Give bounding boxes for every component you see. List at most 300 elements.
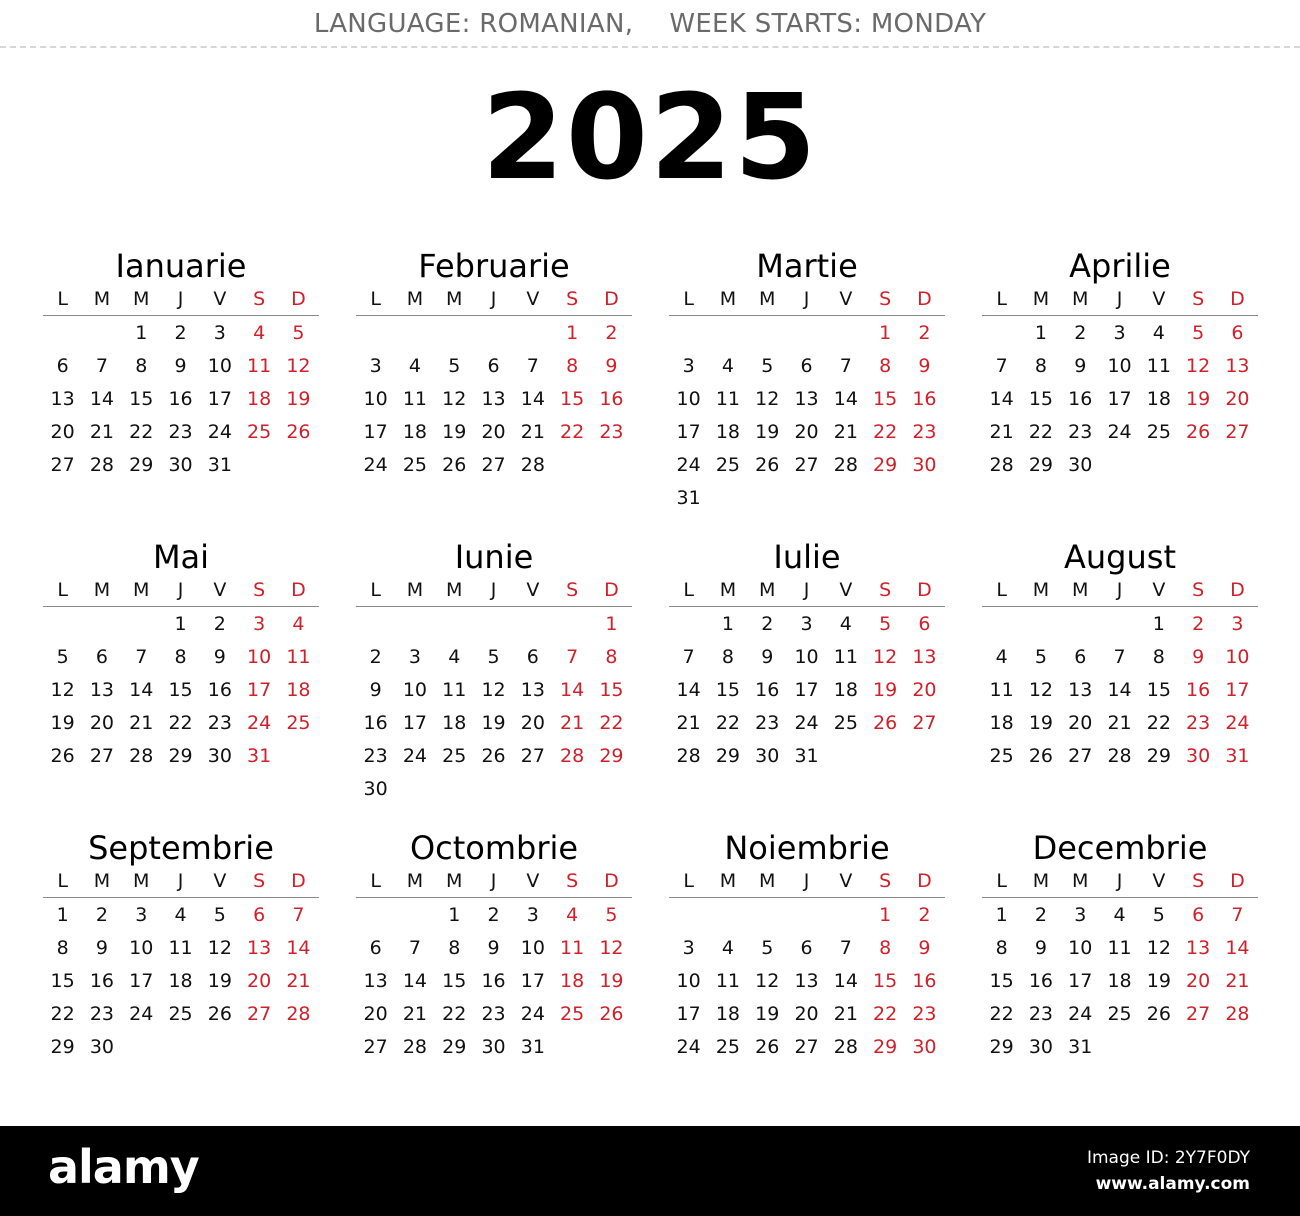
day-cell: 11 — [715, 388, 741, 410]
day-cell: 19 — [286, 388, 311, 410]
month-name: Octombrie — [409, 829, 579, 867]
day-cell: 1 — [1034, 322, 1047, 344]
day-cell: 8 — [174, 646, 187, 668]
weekday-label: D — [1230, 288, 1245, 310]
weekday-header — [669, 575, 945, 607]
empty-cell — [982, 317, 1021, 350]
day-cell: 27 — [1068, 745, 1093, 767]
day-cell: 28 — [833, 454, 858, 476]
day-cell: 14 — [129, 679, 154, 701]
day-cell: 2 — [1074, 322, 1087, 344]
day-cell: 21 — [989, 421, 1014, 443]
day-cell: 17 — [676, 1003, 701, 1025]
day-cell: 10 — [676, 388, 701, 410]
empty-cell — [395, 317, 434, 350]
weekday-label: V — [213, 579, 227, 601]
day-cell: 12 — [286, 355, 311, 377]
day-cell: 25 — [247, 421, 272, 443]
day-cell: 12 — [755, 970, 780, 992]
day-cell: 16 — [89, 970, 115, 992]
day-cell: 28 — [989, 454, 1014, 476]
day-cell: 2 — [213, 613, 226, 635]
day-cell: 27 — [520, 745, 545, 767]
empty-cell — [826, 899, 865, 932]
day-cell: 16 — [1068, 388, 1093, 410]
day-cell: 24 — [247, 712, 272, 734]
day-cell: 23 — [168, 421, 193, 443]
weekday-label: D — [917, 579, 932, 601]
day-cell: 29 — [168, 745, 193, 767]
weekday-label: S — [566, 870, 579, 892]
day-cell: 11 — [247, 355, 272, 377]
day-cell: 9 — [95, 937, 108, 959]
day-cell: 18 — [715, 421, 741, 443]
day-cell: 25 — [715, 1036, 741, 1058]
weekday-label: D — [917, 288, 932, 310]
day-cell: 29 — [873, 1036, 898, 1058]
day-cell: 26 — [1186, 421, 1211, 443]
day-cell: 5 — [761, 937, 774, 959]
day-cell: 17 — [402, 712, 428, 734]
day-cell: 7 — [682, 646, 695, 668]
day-cell: 19 — [599, 970, 624, 992]
weekday-label: S — [1192, 579, 1205, 601]
day-cell: 24 — [1068, 1003, 1093, 1025]
day-cell: 18 — [286, 679, 311, 701]
day-cell: 4 — [995, 646, 1008, 668]
day-cell: 29 — [50, 1036, 75, 1058]
day-cell: 6 — [487, 355, 500, 377]
day-cell: 3 — [1113, 322, 1126, 344]
day-cell: 3 — [135, 904, 148, 926]
empty-cell — [708, 317, 747, 350]
day-cell: 16 — [481, 970, 506, 992]
day-cell: 6 — [1231, 322, 1244, 344]
day-cell: 25 — [989, 745, 1014, 767]
day-cell: 14 — [989, 388, 1014, 410]
day-cell: 30 — [1028, 1036, 1054, 1058]
days-grid — [982, 898, 1258, 1064]
day-cell: 25 — [715, 454, 741, 476]
weekday-label: M — [1072, 579, 1089, 601]
day-cell: 26 — [755, 454, 780, 476]
weekday-label: V — [1152, 870, 1166, 892]
day-cell: 15 — [599, 679, 624, 701]
day-cell: 8 — [1034, 355, 1047, 377]
day-cell: 5 — [292, 322, 305, 344]
day-cell: 1 — [56, 904, 69, 926]
weekday-label: M — [759, 870, 776, 892]
day-cell: 17 — [129, 970, 154, 992]
day-cell: 21 — [286, 970, 311, 992]
day-cell: 10 — [207, 355, 232, 377]
empty-cell — [826, 317, 865, 350]
day-cell: 29 — [715, 745, 741, 767]
day-cell: 30 — [1186, 745, 1211, 767]
day-cell: 6 — [95, 646, 108, 668]
empty-cell — [748, 317, 787, 350]
day-cell: 16 — [755, 679, 780, 701]
weekday-label: M — [719, 288, 737, 310]
day-cell: 10 — [520, 937, 545, 959]
day-cell: 7 — [135, 646, 148, 668]
day-cell: 24 — [1107, 421, 1132, 443]
day-cell: 26 — [1028, 745, 1054, 767]
day-cell: 16 — [207, 679, 232, 701]
day-cell: 15 — [989, 970, 1014, 992]
weekday-label: J — [1116, 870, 1123, 892]
day-cell: 15 — [1146, 679, 1171, 701]
weekday-label: D — [1230, 579, 1245, 601]
weekday-label: V — [1152, 579, 1166, 601]
day-cell: 8 — [448, 937, 461, 959]
day-cell: 3 — [369, 355, 382, 377]
day-cell: 7 — [1231, 904, 1244, 926]
empty-cell — [474, 608, 513, 641]
day-cell: 28 — [286, 1003, 311, 1025]
weekday-header — [669, 284, 945, 316]
language-label: LANGUAGE: ROMANIAN, — [313, 9, 634, 39]
day-cell: 30 — [168, 454, 193, 476]
weekday-label: L — [370, 288, 381, 310]
day-cell: 5 — [879, 613, 892, 635]
day-cell: 10 — [402, 679, 428, 701]
day-cell: 12 — [873, 646, 898, 668]
day-cell: 3 — [682, 937, 695, 959]
day-cell: 27 — [1225, 421, 1250, 443]
day-cell: 29 — [989, 1036, 1014, 1058]
day-cell: 20 — [520, 712, 545, 734]
day-cell: 3 — [800, 613, 813, 635]
empty-cell — [787, 899, 826, 932]
day-cell: 18 — [833, 679, 858, 701]
weekday-label: S — [879, 288, 892, 310]
day-cell: 16 — [912, 970, 937, 992]
day-cell: 23 — [363, 745, 388, 767]
day-cell: 15 — [715, 679, 741, 701]
day-cell: 15 — [50, 970, 75, 992]
day-cell: 2 — [1192, 613, 1205, 635]
day-cell: 21 — [520, 421, 545, 443]
weekday-label: L — [57, 579, 68, 601]
day-cell: 22 — [599, 712, 624, 734]
day-cell: 1 — [135, 322, 148, 344]
weekday-header — [356, 575, 632, 607]
weekday-label: D — [604, 288, 619, 310]
days-grid — [669, 898, 945, 1064]
weekday-header — [43, 284, 319, 316]
day-cell: 10 — [129, 937, 154, 959]
day-cell: 12 — [207, 937, 232, 959]
day-cell: 22 — [873, 1003, 898, 1025]
day-cell: 31 — [1225, 745, 1250, 767]
month-name: Aprilie — [1069, 247, 1171, 285]
site-url: www.alamy.com — [1095, 1174, 1250, 1194]
day-cell: 29 — [129, 454, 154, 476]
day-cell: 18 — [715, 1003, 741, 1025]
day-cell: 25 — [1146, 421, 1171, 443]
day-cell: 14 — [520, 388, 545, 410]
day-cell: 9 — [174, 355, 187, 377]
day-cell: 7 — [95, 355, 108, 377]
month-ianuarie — [43, 248, 319, 482]
month-august — [982, 539, 1258, 773]
empty-cell — [748, 899, 787, 932]
month-februarie — [356, 248, 632, 482]
day-cell: 24 — [1225, 712, 1250, 734]
day-cell: 30 — [755, 745, 780, 767]
day-cell: 22 — [989, 1003, 1014, 1025]
day-cell: 18 — [442, 712, 467, 734]
day-cell: 26 — [599, 1003, 624, 1025]
empty-cell — [82, 317, 121, 350]
empty-cell — [122, 608, 161, 641]
day-cell: 1 — [1152, 613, 1165, 635]
image-id-label: Image ID: 2Y7F0DY — [1086, 1148, 1250, 1168]
day-cell: 31 — [520, 1036, 545, 1058]
day-cell: 28 — [89, 454, 115, 476]
weekday-label: S — [1192, 288, 1205, 310]
weekday-label: M — [93, 288, 111, 310]
day-cell: 17 — [520, 970, 545, 992]
day-cell: 9 — [1192, 646, 1205, 668]
day-cell: 6 — [918, 613, 931, 635]
empty-cell — [356, 608, 395, 641]
empty-cell — [982, 608, 1021, 641]
day-cell: 26 — [50, 745, 75, 767]
day-cell: 24 — [207, 421, 232, 443]
day-cell: 30 — [207, 745, 232, 767]
day-cell: 30 — [1068, 454, 1093, 476]
weekday-label: J — [803, 579, 810, 601]
week-start-label: WEEK STARTS: MONDAY — [669, 9, 987, 39]
weekday-label: V — [526, 579, 540, 601]
day-cell: 13 — [363, 970, 388, 992]
day-cell: 23 — [1028, 1003, 1054, 1025]
day-cell: 9 — [487, 937, 500, 959]
weekday-label: J — [490, 288, 497, 310]
weekday-label: L — [996, 870, 1007, 892]
alamy-logo: alamy — [48, 1140, 199, 1194]
day-cell: 8 — [879, 355, 892, 377]
day-cell: 5 — [605, 904, 618, 926]
empty-cell — [1021, 608, 1060, 641]
day-cell: 4 — [448, 646, 461, 668]
day-cell: 7 — [292, 904, 305, 926]
day-cell: 17 — [676, 421, 701, 443]
empty-cell — [43, 317, 82, 350]
day-cell: 1 — [605, 613, 618, 635]
day-cell: 10 — [676, 970, 701, 992]
weekday-header — [982, 575, 1258, 607]
weekday-label: S — [1192, 870, 1205, 892]
empty-cell — [669, 317, 708, 350]
weekday-label: M — [446, 288, 463, 310]
day-cell: 3 — [213, 322, 226, 344]
day-cell: 26 — [1146, 1003, 1171, 1025]
day-cell: 5 — [487, 646, 500, 668]
empty-cell — [513, 317, 552, 350]
day-cell: 4 — [721, 355, 734, 377]
day-cell: 4 — [253, 322, 266, 344]
days-grid — [982, 316, 1258, 482]
empty-cell — [474, 317, 513, 350]
weekday-label: V — [213, 870, 227, 892]
day-cell: 1 — [174, 613, 187, 635]
day-cell: 14 — [1225, 937, 1250, 959]
day-cell: 24 — [129, 1003, 154, 1025]
day-cell: 5 — [213, 904, 226, 926]
day-cell: 24 — [676, 454, 701, 476]
day-cell: 21 — [89, 421, 115, 443]
weekday-label: V — [1152, 288, 1166, 310]
day-cell: 27 — [794, 454, 819, 476]
day-cell: 13 — [1225, 355, 1250, 377]
day-cell: 3 — [682, 355, 695, 377]
day-cell: 6 — [56, 355, 69, 377]
weekday-label: S — [253, 288, 266, 310]
weekday-label: S — [566, 288, 579, 310]
day-cell: 15 — [1028, 388, 1054, 410]
day-cell: 6 — [800, 355, 813, 377]
day-cell: 31 — [247, 745, 272, 767]
day-cell: 15 — [129, 388, 154, 410]
weekday-label: J — [177, 288, 184, 310]
weekday-label: M — [759, 288, 776, 310]
day-cell: 27 — [50, 454, 75, 476]
day-cell: 20 — [1225, 388, 1250, 410]
day-cell: 26 — [873, 712, 898, 734]
day-cell: 4 — [1113, 904, 1126, 926]
day-cell: 23 — [1068, 421, 1093, 443]
day-cell: 27 — [89, 745, 115, 767]
day-cell: 3 — [1231, 613, 1244, 635]
day-cell: 18 — [1146, 388, 1171, 410]
day-cell: 14 — [89, 388, 115, 410]
month-name: Septembrie — [88, 829, 274, 867]
day-cell: 5 — [1192, 322, 1205, 344]
day-cell: 19 — [1186, 388, 1211, 410]
day-cell: 11 — [168, 937, 193, 959]
day-cell: 2 — [95, 904, 108, 926]
day-cell: 14 — [676, 679, 701, 701]
weekday-label: M — [719, 579, 737, 601]
day-cell: 27 — [912, 712, 937, 734]
day-cell: 29 — [1028, 454, 1054, 476]
day-cell: 26 — [481, 745, 506, 767]
day-cell: 17 — [1068, 970, 1093, 992]
weekday-label: D — [291, 579, 306, 601]
empty-cell — [1100, 608, 1139, 641]
day-cell: 8 — [721, 646, 734, 668]
month-martie — [669, 248, 945, 515]
day-cell: 31 — [676, 487, 701, 509]
weekday-label: S — [253, 579, 266, 601]
day-cell: 22 — [168, 712, 193, 734]
weekday-label: M — [406, 288, 424, 310]
day-cell: 19 — [481, 712, 506, 734]
day-cell: 8 — [605, 646, 618, 668]
empty-cell — [787, 317, 826, 350]
day-cell: 9 — [605, 355, 618, 377]
month-name: Iunie — [454, 538, 534, 576]
day-cell: 15 — [873, 970, 898, 992]
day-cell: 11 — [286, 646, 311, 668]
empty-cell — [1061, 608, 1100, 641]
day-cell: 13 — [520, 679, 545, 701]
day-cell: 8 — [879, 937, 892, 959]
month-name: August — [1064, 538, 1176, 576]
day-cell: 7 — [1113, 646, 1126, 668]
day-cell: 11 — [442, 679, 467, 701]
day-cell: 10 — [363, 388, 388, 410]
weekday-header — [669, 866, 945, 898]
empty-cell — [669, 608, 708, 641]
day-cell: 30 — [89, 1036, 115, 1058]
empty-cell — [435, 608, 474, 641]
day-cell: 28 — [676, 745, 701, 767]
day-cell: 29 — [442, 1036, 467, 1058]
days-grid — [356, 607, 632, 806]
day-cell: 23 — [207, 712, 232, 734]
weekday-label: S — [253, 870, 266, 892]
month-aprilie — [982, 248, 1258, 482]
day-cell: 11 — [402, 388, 428, 410]
day-cell: 20 — [481, 421, 506, 443]
day-cell: 11 — [1107, 937, 1132, 959]
weekday-label: M — [133, 288, 150, 310]
day-cell: 3 — [253, 613, 266, 635]
day-cell: 27 — [481, 454, 506, 476]
day-cell: 20 — [794, 1003, 819, 1025]
day-cell: 29 — [873, 454, 898, 476]
day-cell: 1 — [721, 613, 734, 635]
day-cell: 7 — [839, 355, 852, 377]
day-cell: 22 — [50, 1003, 75, 1025]
day-cell: 16 — [1028, 970, 1054, 992]
day-cell: 3 — [408, 646, 421, 668]
day-cell: 25 — [168, 1003, 193, 1025]
day-cell: 22 — [715, 712, 741, 734]
day-cell: 30 — [912, 454, 937, 476]
days-grid — [982, 607, 1258, 773]
day-cell: 23 — [1186, 712, 1211, 734]
weekday-label: M — [1032, 288, 1050, 310]
weekday-label: L — [370, 870, 381, 892]
day-cell: 14 — [560, 679, 585, 701]
days-grid — [669, 607, 945, 773]
day-cell: 22 — [129, 421, 154, 443]
day-cell: 15 — [560, 388, 585, 410]
days-grid — [43, 607, 319, 773]
day-cell: 20 — [247, 970, 272, 992]
day-cell: 16 — [363, 712, 388, 734]
weekday-header — [43, 866, 319, 898]
month-iulie — [669, 539, 945, 773]
day-cell: 25 — [1107, 1003, 1132, 1025]
day-cell: 16 — [168, 388, 193, 410]
day-cell: 17 — [247, 679, 272, 701]
day-cell: 22 — [873, 421, 898, 443]
day-cell: 2 — [369, 646, 382, 668]
day-cell: 2 — [918, 322, 931, 344]
weekday-label: L — [57, 870, 68, 892]
day-cell: 26 — [442, 454, 467, 476]
day-cell: 14 — [833, 970, 858, 992]
weekday-label: V — [213, 288, 227, 310]
day-cell: 19 — [755, 421, 780, 443]
day-cell: 2 — [918, 904, 931, 926]
